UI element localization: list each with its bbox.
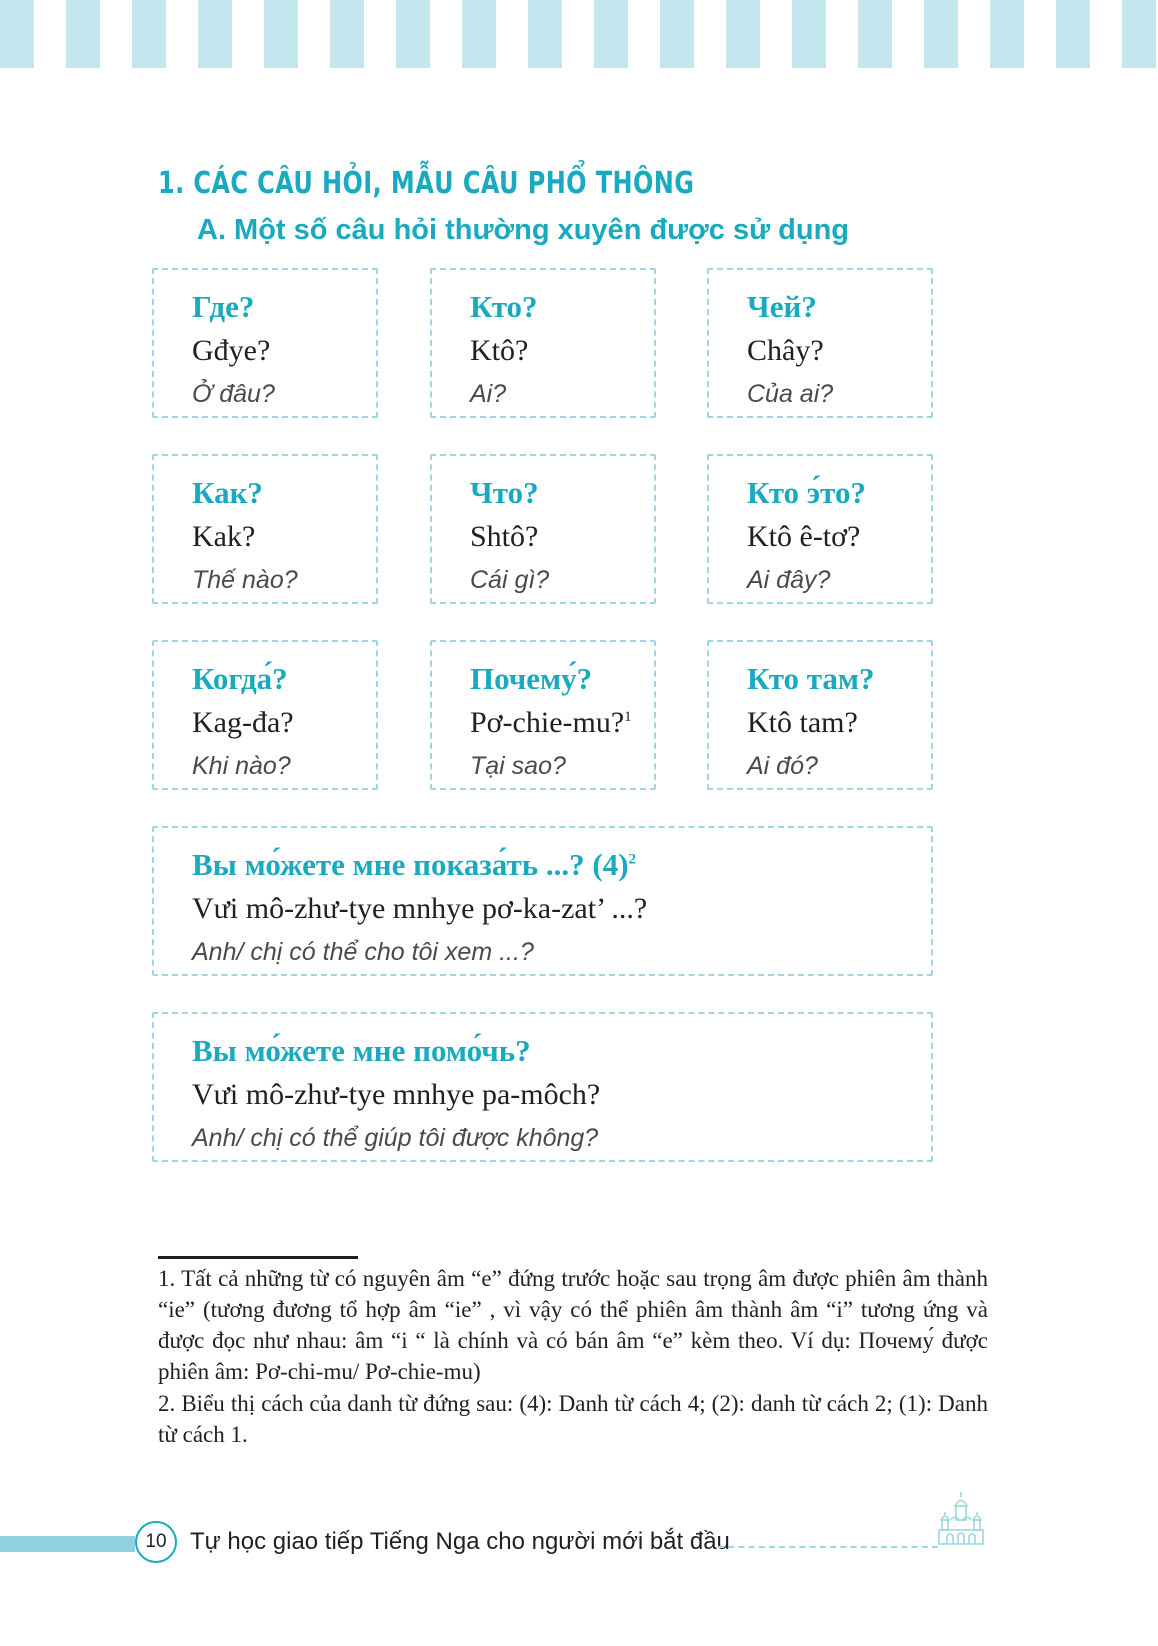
transliteration: Gđye? (192, 334, 271, 367)
russian-phrase: Где? (192, 289, 255, 324)
transliteration: Kak? (192, 520, 256, 553)
phrase-card-when (152, 640, 378, 790)
section-subtitle: A. Một số câu hỏi thường xuyên được sử dụng (197, 214, 850, 246)
vietnamese-meaning: Ai? (470, 380, 507, 408)
russian-phrase: Почему́? (470, 661, 593, 696)
russian-phrase: Кто? (470, 289, 538, 324)
transliteration: Ktô? (470, 334, 529, 367)
footer-accent-bar (0, 1536, 135, 1552)
phrase-card-can-you-help (152, 1012, 933, 1162)
kremlin-cathedral-icon (935, 1490, 987, 1546)
vietnamese-meaning: Anh/ chị có thể giúp tôi được không? (192, 1124, 599, 1152)
vietnamese-meaning: Anh/ chị có thể cho tôi xem ...? (192, 938, 534, 966)
phrase-card-what (430, 454, 656, 604)
footnote-2: 2. Biểu thị cách của danh từ đứng sau: (4): Danh từ cách 4; (2): danh từ cách 2; (1): Danh từ cách 1. (158, 1391, 988, 1447)
transliteration: Ktô ê-tơ? (747, 520, 861, 553)
transliteration: Vưi mô-zhư-tye mnhye pa-môch? (192, 1078, 601, 1111)
section-title: 1. CÁC CÂU HỎI, MẪU CÂU PHỔ THÔNG (158, 166, 695, 201)
phrase-card-who-is-this (707, 454, 933, 604)
book-title: Tự học giao tiếp Tiếng Nga cho người mới bắt đầu (190, 1528, 730, 1555)
phrase-card-can-you-show (152, 826, 933, 976)
russian-phrase: Чей? (747, 289, 817, 324)
russian-phrase: Как? (192, 475, 263, 510)
russian-phrase: Кто там? (747, 661, 875, 696)
vietnamese-meaning: Của ai? (747, 380, 834, 408)
transliteration: Ktô tam? (747, 706, 858, 739)
footnote-divider (158, 1256, 358, 1259)
vietnamese-meaning: Tại sao? (470, 752, 566, 780)
footnote-marker: 1 (624, 709, 632, 725)
vietnamese-meaning: Khi nào? (192, 752, 291, 780)
vietnamese-meaning: Ai đây? (747, 566, 831, 594)
transliteration-text: Pơ-chie-mu? (470, 706, 625, 739)
vietnamese-meaning: Thế nào? (192, 566, 298, 594)
russian-phrase: Вы мо́жете мне помо́чь? (192, 1033, 531, 1068)
top-stripe-decoration (0, 0, 1158, 68)
phrase-card-where (152, 268, 378, 418)
transliteration: Kag-đa? (192, 706, 294, 739)
footnote-marker: 2 (628, 851, 637, 868)
vietnamese-meaning: Ai đó? (747, 752, 818, 780)
phrase-card-who (430, 268, 656, 418)
vietnamese-meaning: Cái gì? (470, 566, 550, 594)
footer-divider (718, 1546, 938, 1548)
phrase-card-why (430, 640, 656, 790)
page-number: 10 (135, 1521, 177, 1563)
phrase-card-who-is-there (707, 640, 933, 790)
transliteration: Shtô? (470, 520, 539, 553)
russian-phrase: Кто э́то? (747, 475, 866, 510)
russian-phrase-text: Вы мо́жете мне показа́ть ...? (4) (192, 847, 629, 882)
transliteration: Chây? (747, 334, 824, 367)
russian-phrase (192, 844, 931, 886)
russian-phrase: Что? (470, 475, 539, 510)
russian-phrase: Когда́? (192, 661, 288, 696)
transliteration (470, 700, 654, 746)
phrase-card-how (152, 454, 378, 604)
vietnamese-meaning: Ở đâu? (192, 380, 275, 408)
transliteration: Vưi mô-zhư-tye mnhye pơ-ka-zat’ ...? (192, 892, 648, 925)
phrase-card-whose (707, 268, 933, 418)
footnote-1: 1. Tất cả những từ có nguyên âm “e” đứng trước hoặc sau trọng âm được phiên âm thành “ie” (tương đương tổ hợp âm “ie” , vì vậy có thể phiên âm thành âm “i” tương ứng và được đọc như nhau: âm “i “ là chính và có bán âm “e” kèm theo. Ví dụ: Почему́ được phiên âm: Pơ-chi-mu/ Pơ-chie-mu) (158, 1266, 988, 1384)
